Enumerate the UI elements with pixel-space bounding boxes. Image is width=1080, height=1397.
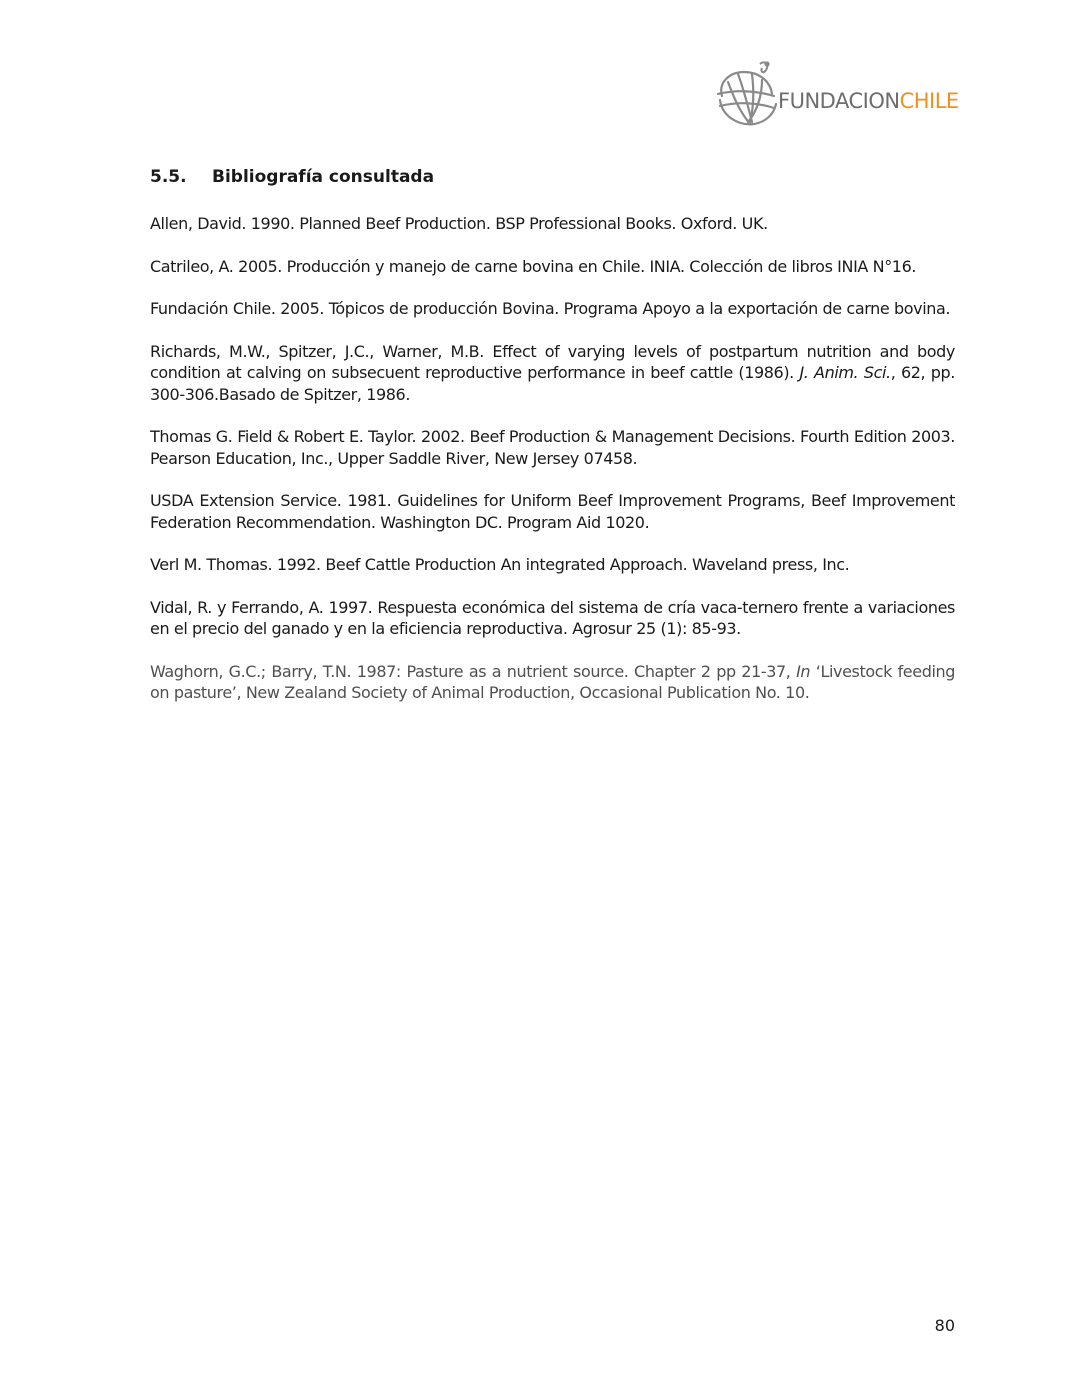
reference-item: Verl M. Thomas. 1992. Beef Cattle Production An integrated Approach. Waveland press, Inc.: [150, 555, 850, 574]
logo-word-chile: CHILE: [899, 89, 959, 113]
reference-item: Catrileo, A. 2005. Producción y manejo de carne bovina en Chile. INIA. Colección de libros INIA N°16.: [150, 256, 917, 276]
reference-item: Vidal, R. y Ferrando, A. 1997. Respuesta económica del sistema de cría vaca-ternero frente a variaciones en el precio del ganado y en la eficiencia reproductiva. Agrosur 25 (1): 85-93.: [150, 597, 955, 638]
reference-text: Richards, M.W., Spitzer, J.C., Warner, M.B. Effect of varying levels of postpartum nutrition and body condition at calving on subsecuent reproductive performance in beef cattle (1986).: [150, 341, 955, 382]
reference-text: Waghorn, G.C.; Barry, T.N. 1987: Pasture as a nutrient source. Chapter 2 pp 21-37,: [150, 661, 797, 681]
reference-item: [150, 661, 955, 704]
journal-name: J. Anim. Sci.: [799, 363, 891, 382]
reference-text-end: , 62, pp. 300-306.Basado de Spitzer, 1986.: [150, 363, 955, 404]
section-heading: [150, 166, 434, 188]
logo-wordmark: [778, 91, 959, 112]
reference-italic-in: In: [796, 661, 811, 681]
reference-text-end: ‘Livestock feeding on pasture’, New Zealand Society of Animal Production, Occasional Publication No. 10.: [150, 661, 955, 702]
fundacion-chile-logo: [714, 60, 959, 128]
reference-item: Allen, David. 1990. Planned Beef Production. BSP Professional Books. Oxford. UK.: [150, 214, 768, 233]
section-number: 5.5.: [150, 167, 187, 187]
reference-item: Thomas G. Field & Robert E. Taylor. 2002. Beef Production & Management Decisions. Fourth Edition 2003. Pearson Education, Inc., Upper Saddle River, New Jersey 07458.: [150, 427, 955, 468]
reference-list: [150, 213, 955, 725]
section-title: Bibliografía consultada: [212, 167, 435, 187]
reference-item: Fundación Chile. 2005. Tópicos de producción Bovina. Programa Apoyo a la exportación de carne bovina.: [150, 299, 951, 318]
globe-logo-icon: [714, 60, 784, 128]
page-number: 80: [934, 1316, 955, 1335]
reference-item: [150, 341, 955, 406]
reference-item: USDA Extension Service. 1981. Guidelines for Uniform Beef Improvement Programs, Beef Improvement Federation Recommendation. Washington DC. Program Aid 1020.: [150, 491, 955, 532]
logo-word-fundacion: FUNDACION: [778, 89, 900, 113]
